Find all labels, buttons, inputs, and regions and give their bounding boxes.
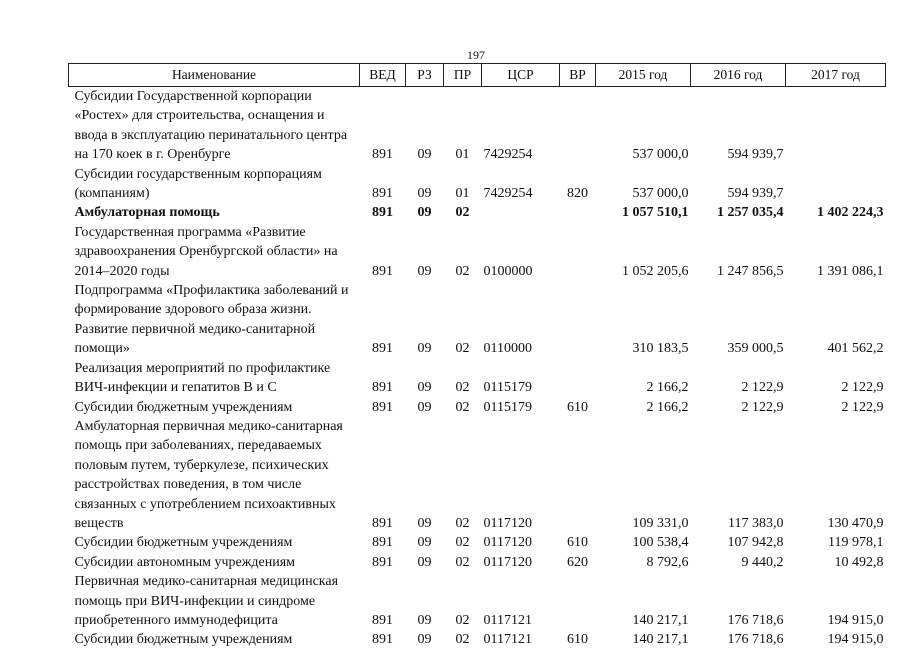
column-header-vr: ВР (560, 64, 596, 87)
cell-rz: 09 (417, 205, 432, 221)
table-row (69, 165, 886, 204)
table-row (69, 87, 886, 165)
cell-name: Субсидии бюджетным учреждениям (74, 399, 293, 415)
cell-ved: 891 (372, 632, 393, 648)
cell-pr: 01 (455, 186, 470, 202)
cell-2015: 1 057 510,1 (622, 205, 689, 221)
cell-vr: 610 (567, 399, 588, 415)
cell-rz: 09 (417, 399, 432, 415)
cell-csr: 0110000 (483, 341, 532, 357)
cell-csr: 0100000 (483, 263, 533, 279)
cell-rz: 09 (417, 632, 432, 648)
cell-pr: 02 (455, 535, 470, 551)
cell-ved: 891 (372, 515, 393, 531)
cell-vr: 620 (567, 554, 588, 570)
column-header-2017: 2017 год (786, 64, 886, 87)
table-row (69, 533, 886, 552)
cell-2016: 594 939,7 (727, 147, 784, 163)
cell-2017: 1 391 086,1 (817, 263, 884, 279)
cell-vr (560, 281, 596, 359)
cell-ved: 891 (372, 263, 393, 279)
cell-2016: 9 440,2 (741, 554, 784, 570)
cell-2017 (786, 165, 886, 204)
cell-ved: 891 (372, 535, 393, 551)
cell-name: Субсидии автономным учреждениям (74, 554, 296, 570)
cell-2016: 176 718,6 (727, 632, 784, 648)
cell-pr: 02 (455, 515, 470, 531)
table-body (69, 87, 886, 650)
table-row (69, 223, 886, 281)
table-row (69, 553, 886, 572)
cell-2017: 194 915,0 (827, 632, 884, 648)
table-row (69, 398, 886, 417)
cell-pr: 02 (455, 205, 470, 221)
cell-vr (560, 87, 596, 165)
cell-2015: 140 217,1 (632, 632, 689, 648)
cell-2017: 10 492,8 (834, 554, 884, 570)
cell-csr: 0115179 (483, 399, 532, 415)
table-header-row (69, 64, 886, 87)
cell-csr: 0117121 (483, 612, 532, 628)
cell-name: Субсидии бюджетным учреждениям (74, 632, 293, 648)
cell-csr: 7429254 (483, 186, 533, 202)
table-row (69, 572, 886, 630)
cell-pr: 02 (455, 554, 470, 570)
column-header-name: Наименование (69, 64, 360, 87)
cell-rz: 09 (417, 186, 432, 202)
cell-vr: 610 (567, 535, 588, 551)
table-row (69, 417, 886, 533)
cell-2015: 109 331,0 (632, 515, 689, 531)
cell-2015: 2 166,2 (646, 399, 689, 415)
cell-csr: 0117120 (483, 515, 532, 531)
cell-vr (560, 203, 596, 222)
cell-2016: 2 122,9 (741, 399, 784, 415)
cell-2015: 140 217,1 (632, 612, 689, 628)
cell-2017 (786, 87, 886, 165)
budget-table (68, 63, 886, 650)
cell-vr (560, 417, 596, 533)
cell-ved: 891 (372, 399, 393, 415)
cell-csr: 0115179 (483, 380, 532, 396)
cell-2015: 8 792,6 (646, 554, 689, 570)
cell-rz: 09 (417, 380, 432, 396)
cell-vr: 610 (567, 632, 588, 648)
cell-2017: 130 470,9 (827, 515, 884, 531)
cell-vr (560, 223, 596, 281)
cell-rz: 09 (417, 263, 432, 279)
cell-rz: 09 (417, 554, 432, 570)
cell-name: Подпрограмма «Профилактика заболеваний и формирование здорового образа жизни. Развитие первичной медико-санитарной помощи» (74, 283, 349, 357)
cell-name: Субсидии Государственной корпорации «Ростех» для строительства, оснащения и ввода в эксплуатацию перинатального центра на 170 коек в г. Оренбурге (74, 89, 348, 163)
column-header-2015: 2015 год (596, 64, 691, 87)
page-number: 197 (467, 48, 485, 62)
cell-2017: 119 978,1 (828, 535, 884, 551)
cell-vr: 820 (567, 186, 588, 202)
cell-ved: 891 (372, 205, 393, 221)
cell-vr (560, 572, 596, 630)
cell-csr: 7429254 (483, 147, 533, 163)
cell-2016: 107 942,8 (727, 535, 784, 551)
cell-name: Реализация мероприятий по профилактике ВИЧ-инфекции и гепатитов В и С (74, 360, 331, 396)
cell-2015: 2 166,2 (646, 380, 689, 396)
cell-csr: 0117120 (483, 554, 532, 570)
cell-2017: 401 562,2 (827, 341, 884, 357)
cell-pr: 02 (455, 612, 470, 628)
cell-2015: 537 000,0 (632, 186, 689, 202)
cell-name: Субсидии бюджетным учреждениям (74, 535, 293, 551)
cell-ved: 891 (372, 612, 393, 628)
table-row (69, 630, 886, 649)
cell-vr (560, 359, 596, 398)
cell-2016: 594 939,7 (727, 186, 784, 202)
table-row (69, 203, 886, 222)
cell-ved: 891 (372, 147, 393, 163)
cell-pr: 02 (455, 380, 470, 396)
cell-name: Амбулаторная помощь (74, 205, 220, 221)
cell-2016: 1 257 035,4 (717, 205, 784, 221)
table-row (69, 281, 886, 359)
cell-pr: 02 (455, 263, 470, 279)
cell-2016: 2 122,9 (741, 380, 784, 396)
cell-csr (482, 203, 560, 222)
cell-2015: 310 183,5 (632, 341, 689, 357)
cell-ved: 891 (372, 554, 393, 570)
cell-csr: 0117121 (483, 632, 532, 648)
cell-ved: 891 (372, 341, 393, 357)
cell-2017: 1 402 224,3 (817, 205, 884, 221)
cell-rz: 09 (417, 612, 432, 628)
cell-2015: 537 000,0 (632, 147, 689, 163)
cell-2017: 194 915,0 (827, 612, 884, 628)
cell-name: Субсидии государственным корпорациям (компаниям) (74, 166, 322, 202)
cell-2017: 2 122,9 (841, 380, 884, 396)
column-header-2016: 2016 год (691, 64, 786, 87)
cell-rz: 09 (417, 535, 432, 551)
cell-2016: 117 383,0 (728, 515, 784, 531)
cell-ved: 891 (372, 380, 393, 396)
cell-pr: 02 (455, 632, 470, 648)
cell-csr: 0117120 (483, 535, 532, 551)
cell-pr: 02 (455, 341, 470, 357)
cell-2016: 359 000,5 (727, 341, 784, 357)
cell-name: Государственная программа «Развитие здравоохранения Оренбургской области» на 2014–2020 годы (74, 224, 338, 279)
cell-ved: 891 (372, 186, 393, 202)
cell-2016: 1 247 856,5 (717, 263, 784, 279)
cell-rz: 09 (417, 341, 432, 357)
column-header-pr: ПР (444, 64, 482, 87)
cell-pr: 02 (455, 399, 470, 415)
table-row (69, 359, 886, 398)
cell-2017: 2 122,9 (841, 399, 884, 415)
cell-rz: 09 (417, 515, 432, 531)
cell-2016: 176 718,6 (727, 612, 784, 628)
cell-name: Первичная медико-санитарная медицинская помощь при ВИЧ-инфекции и синдроме приобретенного иммунодефицита (74, 574, 339, 628)
cell-pr: 01 (455, 147, 470, 163)
column-header-csr: ЦСР (482, 64, 560, 87)
cell-2015: 1 052 205,6 (622, 263, 689, 279)
column-header-rz: РЗ (406, 64, 444, 87)
column-header-ved: ВЕД (360, 64, 406, 87)
cell-2015: 100 538,4 (632, 535, 689, 551)
cell-rz: 09 (417, 147, 432, 163)
cell-name: Амбулаторная первичная медико-санитарная помощь при заболеваниях, передаваемых половым путем, туберкулезе, психических расстройствах поведения, в том числе связанных с употреблением психоактивных веществ (74, 418, 343, 531)
